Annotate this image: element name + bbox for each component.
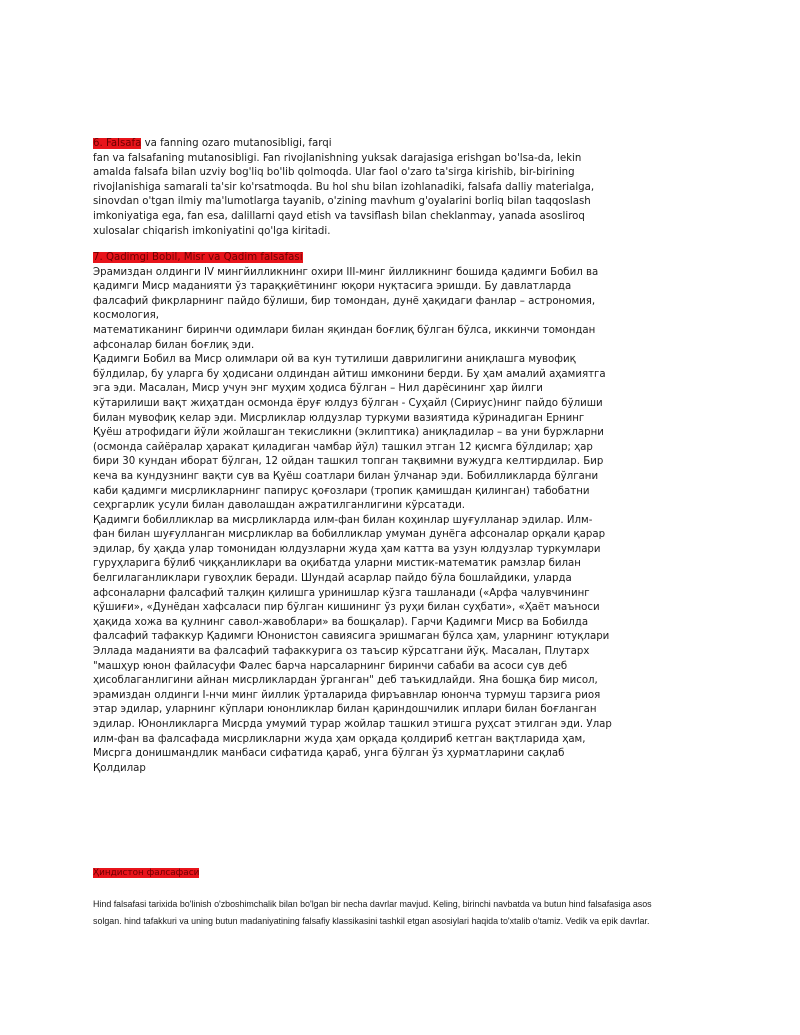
text-line: белгилаганликлари гувоҳлик беради. Шундай асарлар пайдо бўла бошлайдики, уларда (93, 573, 572, 585)
text-line: кеча ва кундузнинг вақти сув ва Қуёш соатлари билан ўлчанар эди. Бобилликларда бўлгани (93, 470, 599, 482)
text-line: каби қадимги мисрликларнинг папирус қоғозлари (тропик қамишдан қилинган) табобатни (93, 485, 590, 497)
text-line: космология, (93, 310, 159, 322)
section-heading (93, 866, 713, 880)
text-line: Қадимги бобилликлар ва мисрликларда илм-фан билан коҳинлар шуғулланар эдилар. Илм- (93, 514, 593, 526)
text-line: xulosalar chiqarish imkoniyatini qo'lga kiritadi. (93, 225, 331, 237)
section-heading (93, 251, 593, 266)
text-line: Қуёш атрофидаги йўли жойлашган текисликни (эклиптика) аниқладилар – ва уни буржларни (93, 427, 604, 439)
text-line: Эрамиздан олдинги IV мингйилликнинг охири III-минг йилликнинг бошида қадимги Бобил ва (93, 266, 599, 278)
text-line: бири 30 кундан иборат бўлган, 12 ойдан ташкил топган тақвимни вужудга келтирдилар. Бир (93, 456, 604, 468)
text-line: эдилар. Юнонликларга Мисрда умумий турар жойлар ташкил этишга руҳсат этилган эди. Улар (93, 719, 612, 730)
text-line: қўшиғи», «Дунёдан хафсаласи пир бўлган кишининг ўз руҳи билан суҳбати», «Ҳаёт маъноси (93, 602, 600, 614)
section-indian-philosophy (93, 866, 713, 929)
text-line: Қолдилар (93, 762, 146, 774)
text-line: фалсафий тафаккур Қадимги Юнонистон савиясига эришмаган бўлса ҳам, уларнинг ютуқлари (93, 631, 610, 643)
text-line: фалсафий фикрларнинг пайдо бўлиши, бир томондан, дунё ҳақидаги фанлар – астрономия, (93, 295, 596, 307)
section-heading (93, 137, 593, 152)
heading-highlight: 6. Falsafa (93, 138, 142, 149)
text-line: илм-фан ва фалсафада мисрликларни жуда ҳам орқада қолдириб кетган вақтларида ҳам, (93, 733, 586, 745)
paragraph (93, 266, 612, 777)
text-line: sinovdan o'tgan ilmiy ma'lumotlarga tayanib, o'zining mavhum g'oyalarini borliq bilan taqqoslash (93, 196, 591, 208)
heading-text: va fanning ozaro mutanosibligi, farqi (141, 138, 332, 149)
section-science-philosophy (93, 137, 593, 239)
text-line: ҳақида хожа ва қулнинг савол-жавоблари» ва бошқалар). Гарчи Қадимги Миср ва Бобилда (93, 616, 589, 628)
text-line: сеҳргарлик усули билан даволашдан ажратилганлигини кўрсатади. (93, 500, 465, 512)
text-line: Hind falsafasi tarixida bo'linish o'zboshimchalik bilan bo'lgan bir necha davrlar mavjud. Keling, birinchi navbatda va butun hind falsafasiga asos (93, 899, 652, 909)
section-babylon-egypt (93, 251, 612, 776)
heading-highlight: Ҳиндистон фалсафаси (93, 868, 200, 878)
text-line: Қадимги Бобил ва Миср олимлари ой ва кун тутилиши даврилигини аниқлашга мувофиқ (93, 354, 576, 366)
text-line: fan va falsafaning mutanosibligi. Fan rivojlanishning yuksak darajasiga erishgan bo'lsa-da, lekin (93, 152, 582, 164)
text-line: эрамиздан олдинги I-нчи минг йиллик ўрталарида фиръавнлар юнонча турмуш тарзига риоя (93, 689, 601, 701)
text-line: математиканинг биринчи одимлари билан яқиндан боғлиқ бўлган бўлса, иккинчи томондан (93, 324, 596, 336)
text-line: этар эдилар, уларнинг кўплари юнонликлар билан қариндошчилик иплари билан боғланган (93, 704, 597, 716)
text-line: бўлдилар, бу уларга бу ҳодисани олдиндан айтиш имконини берди. Бу ҳам амалий аҳамиятга (93, 368, 606, 380)
text-line: Эллада маданияти ва фалсафий тафаккурига оз таъсир кўрсатгани йўқ. Масалан, Плутарх (93, 646, 590, 658)
text-line: (осмонда сайёралар ҳаракат қиладиган чамбар йўл) ташкил этган 12 қисмга бўлдилар; ҳар (93, 441, 593, 453)
text-line: гуруҳларига бўлиб чиққанликлари ва оқибатда уларни мистик-математик рамзлар билан (93, 558, 581, 570)
text-line: афсоналар билан боғлиқ эди. (93, 339, 255, 351)
text-line: эга эди. Масалан, Миср учун энг муҳим ҳодиса бўлган – Нил дарёсининг ҳар йилги (93, 383, 543, 395)
text-line: фан билан шуғулланган мисрликлар ва бобилликлар умуман дунёга афсоналар орқали қарар (93, 529, 606, 541)
text-line: solgan. hind tafakkuri va uning butun madaniyatining falsafiy klassikasini tashkil etgan asosiylari haqida to'xtalib o'tamiz. Vedik va epik davrlar. (93, 915, 650, 926)
text-line: кўтарилиши вақт жиҳатдан осмонда ёруғ юлдуз бўлган - Суҳайл (Сириус)нинг пайдо бўлиши (93, 397, 603, 409)
heading-highlight: 7. Qadimgi Bobil, Misr va Qadim falsafasi (93, 252, 303, 263)
text-line: ҳисоблаганлигини айнан мисрликлардан ўрганган" деб таъкидлайди. Яна бошқа бир мисол, (93, 675, 598, 687)
text-line: қадимги Миср маданияти ўз тараққиётининг юқори нуқтасига эришди. Бу давлатларда (93, 281, 572, 293)
text-line: эдилар, бу ҳақда улар томонидан юлдузларни жуда ҳам катта ва узун юлдузлар туркумлари (93, 543, 601, 555)
paragraph (93, 896, 713, 929)
paragraph (93, 152, 593, 240)
text-line: imkoniyatiga ega, fan esa, dalillarni qayd etish va tavsiflash bilan cheklanmay, yanada asosliroq (93, 210, 585, 222)
text-line: "машҳур юнон файласуфи Фалес барча нарсаларнинг биринчи сабаби ва асоси сув деб (93, 660, 568, 672)
text-line: афсоналарни фалсафий талқин қилишга уринишлар кўзга ташланади («Арфа чалувчининг (93, 587, 590, 599)
text-line: amalda falsafa bilan uzviy bog'liq bo'lib qolmoqda. Ular faol o'zaro ta'sirga kirishib, bir-birining (93, 167, 575, 179)
text-line: билан мувофиқ келар эди. Мисрликлар юлдузлар туркуми вазиятида кўринадиган Ернинг (93, 412, 585, 424)
text-line: Мисрга донишмандлик манбаси сифатида қараб, унга бўлган ўз ҳурматларини сақлаб (93, 748, 565, 760)
text-line: rivojlanishiga samarali ta'sir ko'rsatmoqda. Bu hol shu bilan izohlanadiki, falsafa dalliy materialga, (93, 181, 595, 193)
